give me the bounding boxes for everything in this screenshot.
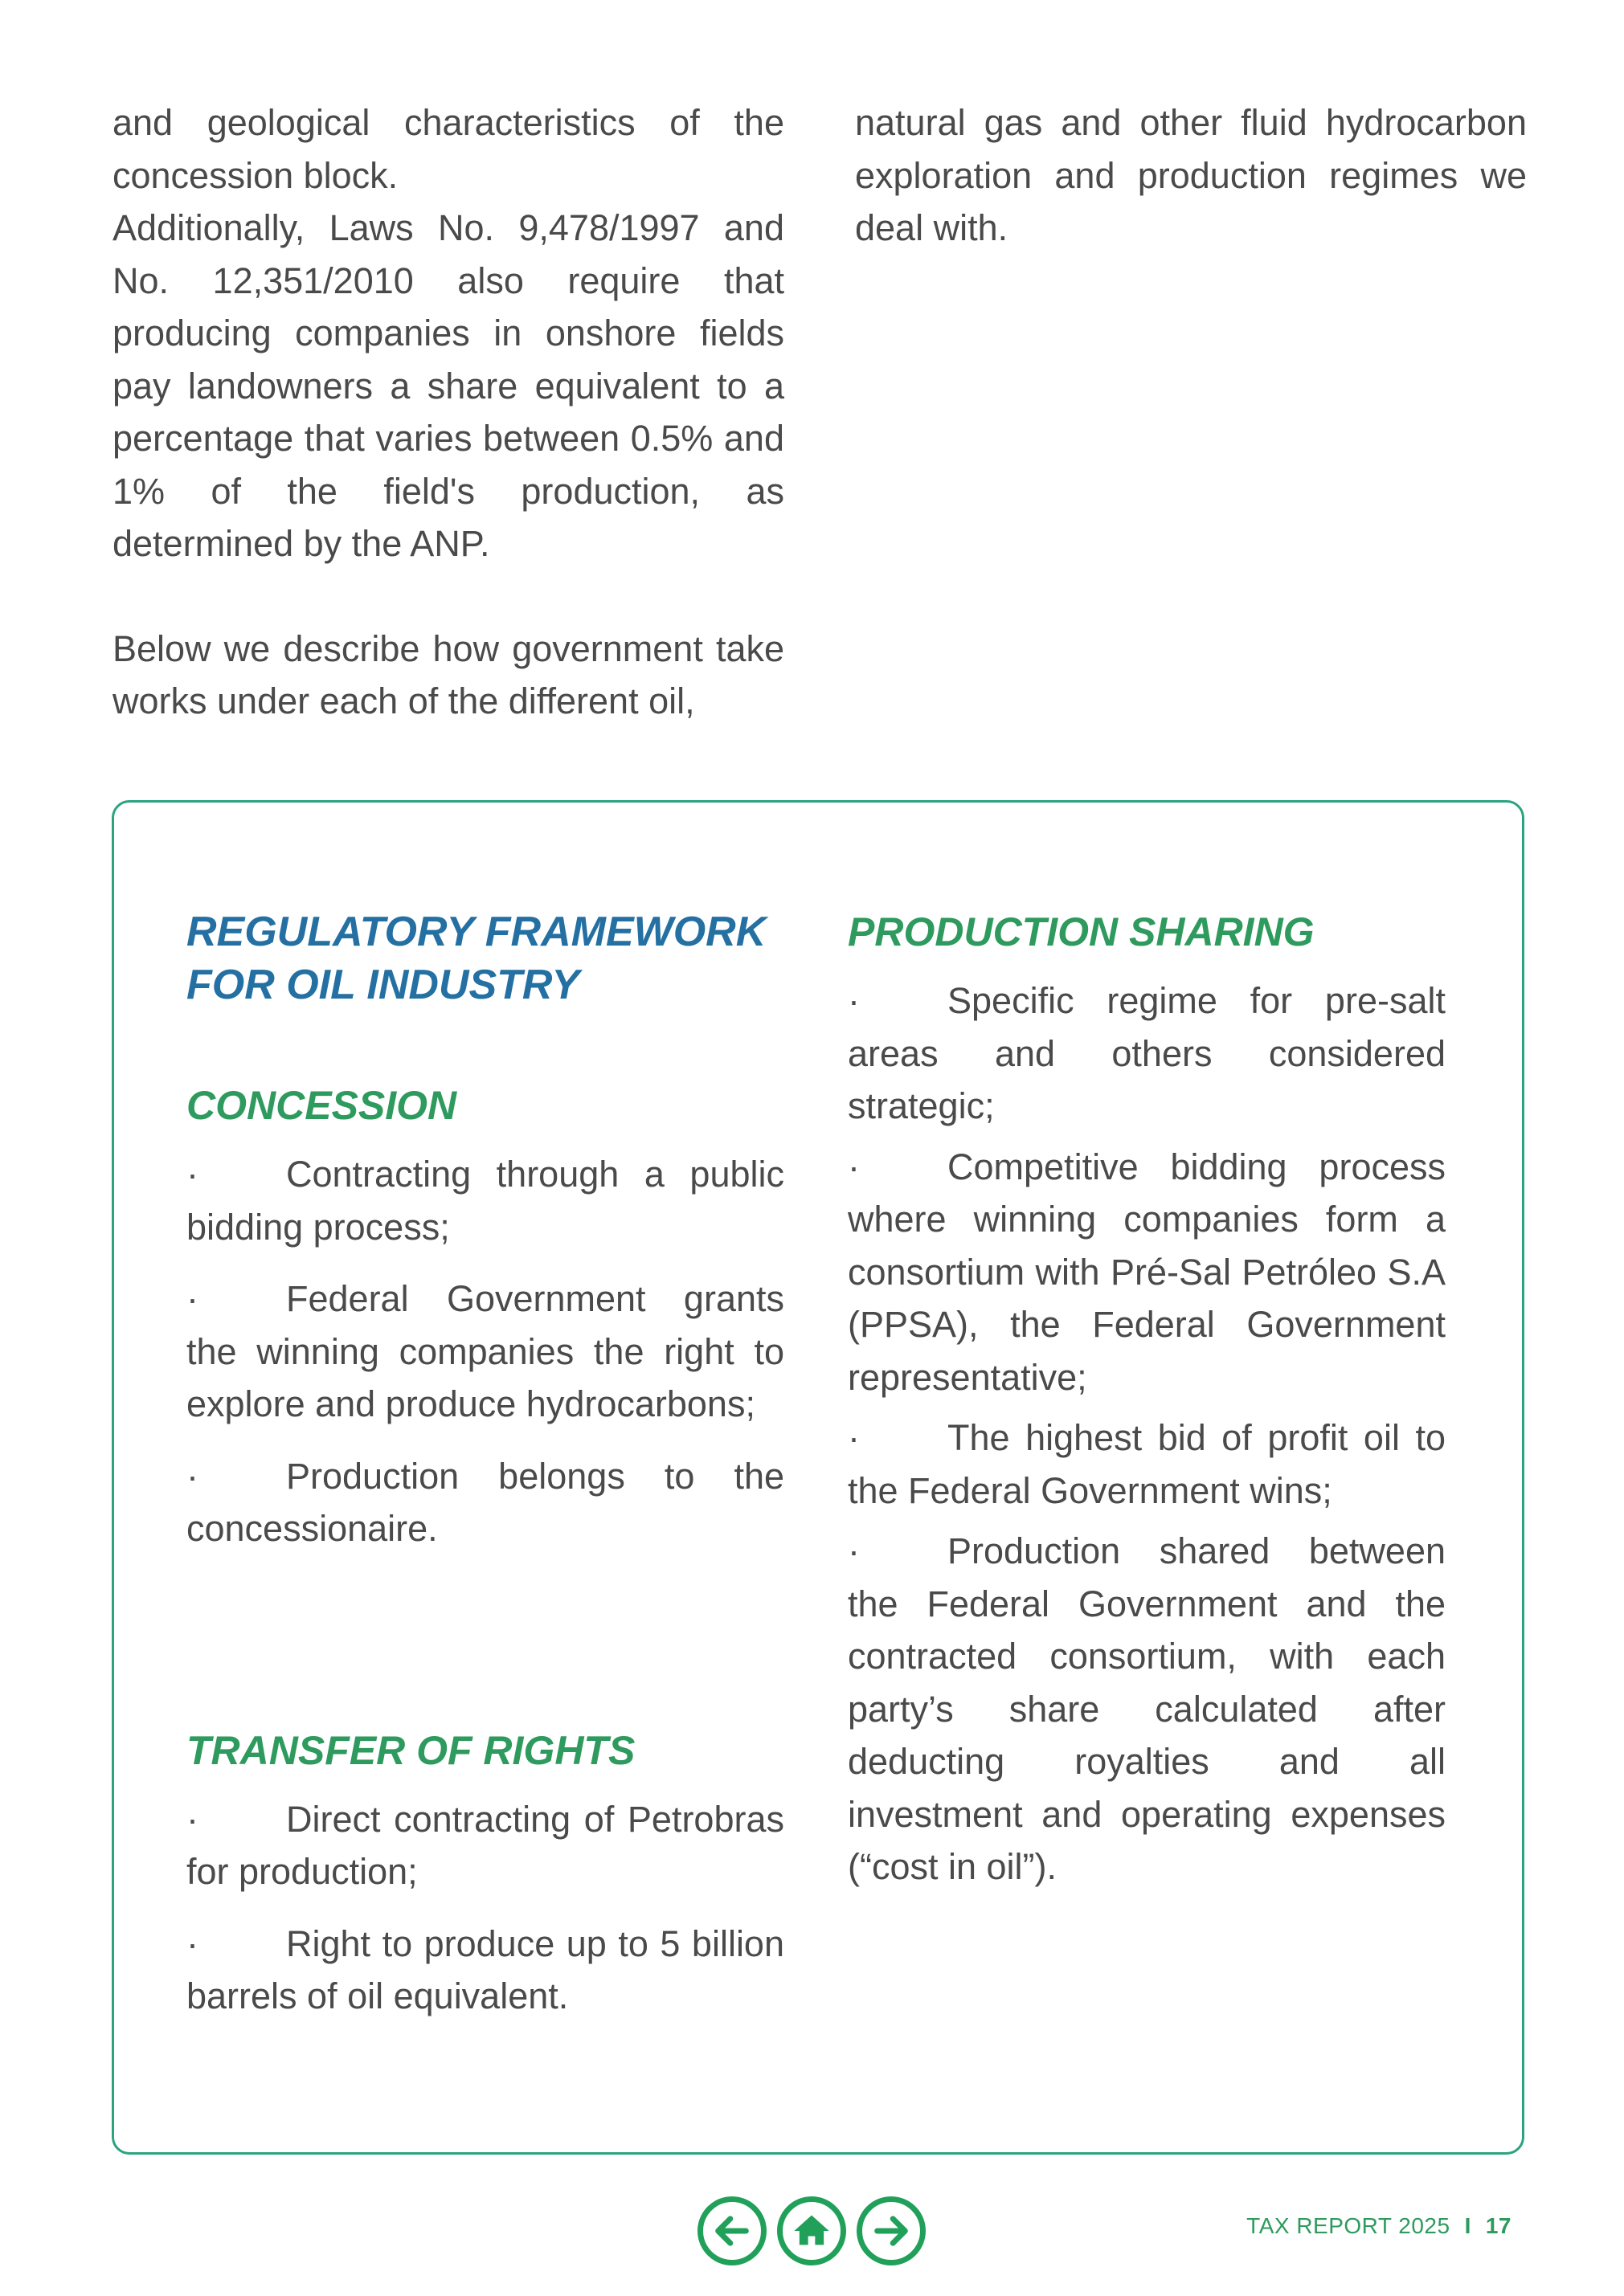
regulatory-framework-box [112, 800, 1524, 2155]
bullet-icon: · [186, 1798, 198, 1840]
report-name: TAX REPORT 2025 [1246, 2213, 1450, 2238]
list-item: · Federal Government grants the winning companies the right to explore and produce hydrocarbons; [186, 1273, 784, 1431]
list-item: · Production shared between the Federal Government and the contracted consortium, with each party’s share calculated after deducting royalties and all investment and operating expenses (“cost in oil”). [848, 1525, 1446, 1894]
page-navigation [697, 2196, 926, 2265]
bullet-icon: · [186, 1922, 198, 1964]
transfer-heading: TRANSFER OF RIGHTS [186, 1727, 636, 1773]
footer-separator: I [1464, 2213, 1471, 2238]
intro-right-column [855, 96, 1527, 728]
next-page-button[interactable] [857, 2196, 926, 2265]
transfer-list [186, 1793, 784, 2023]
intro-paragraph-3: Below we describe how government take works under each of the different oil, [112, 627, 784, 721]
bullet-icon: · [186, 1278, 198, 1319]
intro-paragraph-1: and geological characteristics of the concession block. [112, 102, 784, 196]
box-title: REGULATORY FRAMEWORK FOR OIL INDUSTRY [186, 909, 767, 1008]
bullet-icon: · [848, 1417, 860, 1458]
box-right-column [848, 905, 1446, 1902]
list-item: · The highest bid of profit oil to the Federal Government wins; [848, 1412, 1446, 1517]
bullet-icon: · [848, 980, 860, 1021]
arrow-right-icon [870, 2210, 912, 2252]
list-item: · Contracting through a public bidding process; [186, 1148, 784, 1253]
list-item: · Specific regime for pre-salt areas and others considered strategic; [848, 974, 1446, 1133]
list-item: · Competitive bidding process where winning companies form a consortium with Pré-Sal Petróleo S.A (PPSA), the Federal Government representative; [848, 1141, 1446, 1404]
page-number: 17 [1485, 2213, 1512, 2238]
concession-heading: CONCESSION [186, 1083, 457, 1128]
bullet-icon: · [848, 1530, 860, 1571]
intro-text [112, 96, 1527, 728]
bullet-icon: · [186, 1154, 198, 1195]
list-item: · Production belongs to the concessionaire. [186, 1450, 784, 1555]
bullet-icon: · [186, 1455, 198, 1497]
intro-paragraph-2: Additionally, Laws No. 9,478/1997 and No. 12,351/2010 also require that producing companies in onshore fields pay landowners a share equivalent to a percentage that varies between 0.5% and 1% of the field's production, as determined by the ANP. [112, 207, 784, 564]
box-left-column [186, 905, 784, 2042]
concession-list [186, 1148, 784, 1555]
page-footer [1246, 2213, 1512, 2239]
bullet-icon: · [848, 1146, 860, 1187]
production-sharing-list [848, 974, 1446, 1894]
production-sharing-heading: PRODUCTION SHARING [848, 909, 1315, 954]
home-icon [791, 2210, 832, 2252]
intro-left-column [112, 96, 784, 728]
home-button[interactable] [777, 2196, 846, 2265]
list-item: · Direct contracting of Petrobras for production; [186, 1793, 784, 1898]
arrow-left-icon [711, 2210, 753, 2252]
previous-page-button[interactable] [697, 2196, 767, 2265]
list-item: · Right to produce up to 5 billion barrels of oil equivalent. [186, 1918, 784, 2023]
intro-paragraph-4: natural gas and other fluid hydrocarbon exploration and production regimes we deal with. [855, 102, 1527, 248]
